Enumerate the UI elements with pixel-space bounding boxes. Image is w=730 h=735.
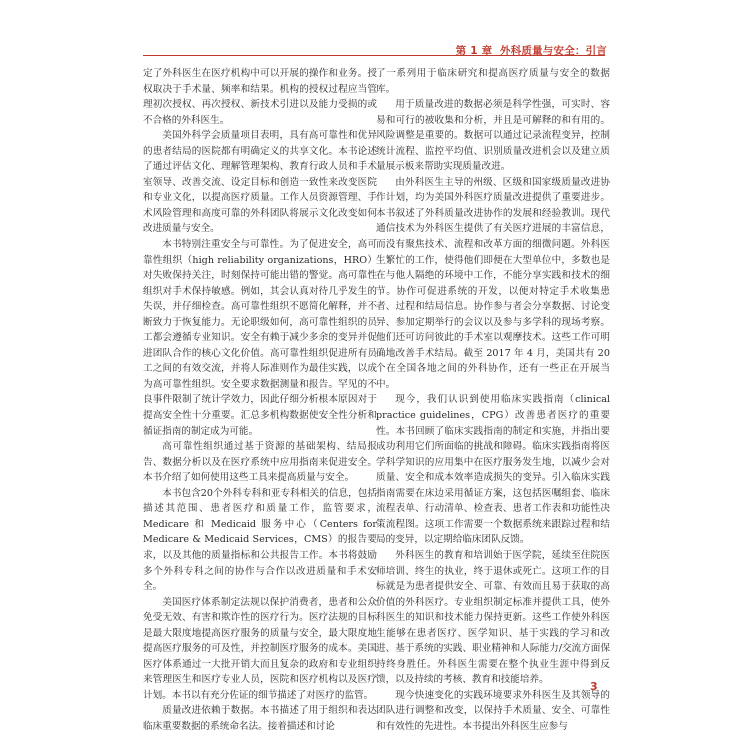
right-column: [376, 66, 610, 735]
paragraph: 由外科医生主导的州级、区级和国家级质量改进协作计划，均为美国外科医疗质量改进提供了重要进步。本书叙述了外科质量改进协作的发展和经验教训。现代通信技术为外科医生提供了有关医疗进展的丰富信息，而没有聚焦技术、流程和改革方面的细微问题。外科医生繁忙的工作，使得他们即便在大型单位中，多数也是在与他人隔绝的环境中工作，不能分享实践和技术的细节。协作可促进系统的开发，以便对特定手术收集患者、过程和结局信息。协作参与者会分享数据、讨论变异、参加定期举行的会议以及参与多学科的现场考察。他们还可访问彼此的手术室以观摩技术。这些工作可明确地改善手术结局。截至 2017 年 4 月，美国共有 20 个在全国各地之间的外科协作，还有一些正在开展当中。: [376, 176, 610, 390]
page-number: 3: [590, 680, 598, 693]
paragraph: 了一系列用于临床研究和提高医疗质量与安全的数据库。: [376, 68, 610, 95]
paragraph: 现今快速变化的实践环境要求外科医生及其领导的团队进行调整和改变，以保持手术质量、安全、可靠性和有效性的先进性。本书提出外科医生应参与: [376, 689, 610, 732]
page-header: [0, 40, 730, 62]
chapter-number: 第 1 章: [455, 45, 493, 57]
paragraph: 美国外科学会质量项目表明，具有高可靠性和优异的患者结局的医院都有明确定义的共享文化。本书论述了通过评估文化、理解管理架构、教育行政人员和手术室领导、改善交流、设定目标和创造一致性来改变医院和专业文化，以提高医疗质量。工作人员资源管理、手术风险管理和高度可靠的外科团队将展示文化改变如何改进质量与安全。: [143, 130, 377, 235]
paragraph: 本书包含20个外科专科和亚专科相关的信息，包括描述其范围、患者医疗和质量工作，监管要求，Medicare 和 Medicaid 服务中心（Centers for Medicare & Medicaid Services，CMS）的报告要求，以及其他的质量指标和公共报告工作。本书将鼓励多个外科专科之间的协作与合作以改进质量和手术安全。: [143, 487, 377, 593]
running-header: [456, 43, 607, 58]
paragraph: 用于质量改进的数据必须是科学性强，可实时、容易和可行的被收集和分析，并且是可解释的和有用的。风险调整是重要的。数据可以通过记录流程变异，控制统计流程、监控平均值、识别质量改进机会以及建立质量展示板来帮助实现质量改进。: [376, 99, 610, 173]
paragraph: 质量改进依赖于数据。本书描述了用于组织和表达临床重要数据的系统命名法。接着描述和讨论: [143, 705, 377, 732]
paragraph: 现今，我们认识到使用临床实践指南（clinical practice guidelines，CPG）改善患者医疗的重要性。本书回顾了临床实践指南的制定和实施，并指出要成功利用它们所面临的挑战和障碍。临床实践指南将医学科学知识的应用集中在医疗服务发生地，以减少会对质量、安全和成本效率造成损失的变异。引入临床实践指南需要在床边采用循证方案，这包括医嘱组套、临床流程表单、行动清单、检查表、患者工作表和功能性决策流程图。这项工作需要一个数据系统来跟踪过程和结局的变异，以定期给临床团队反馈。: [376, 394, 610, 546]
left-column: [143, 66, 377, 735]
chapter-title: 外科质量与安全：引言: [500, 45, 607, 57]
paragraph: 美国医疗体系制定法规以保护消费者，患者和公众免受无效、有害和欺诈性的医疗行为。医疗法规的目标是最大限度地提高医疗服务的质量与安全，最大限度地提高医疗服务的可及性，并控制医疗服务的成本。美国医疗体系通过一大批开销大而且复杂的政府和专业组织来管理医生和医疗专业人员，医院和医疗机构以及医疗计划。本书以有充分佐证的细节描述了对医疗的监管。: [143, 596, 377, 701]
paragraph: 高可靠性组织通过基于资源的基础架构、结局报告、数据分析以及在医疗系统中应用指南来促进安全。本书介绍了如何使用这些工具来提高质量与安全。: [143, 441, 377, 484]
paragraph: 本书特别注重安全与可靠性。为了促进安全，高可靠性组织（high reliability organizations，HRO）对失败保持关注，时刻保持可能出错的警觉。高可靠性组织对手术保持敏感。例如，其会认真对待几乎发生的失误，并仔细检查。高可靠性组织不愿简化解释，并不断致力于恢复能力。无论职级如何，高可靠性组织的员工都会遵循专业知识。安全有赖于减少多余的变异并促进团队合作的核心文化价值。高可靠性组织促进所有员工之间的有效交流，并将人际准则作为最佳实践，以成为高可靠性组织。安全要求数据测量和报告。罕见的不良事件限制了统计学效力，因此仔细分析根本原因对于提高安全性十分重要。汇总多机构数据使安全性分析和循证指南的制定成为可能。: [143, 239, 377, 437]
paragraph: 外科医生的教育和培训始于医学院，延续至住院医师培训、终生的执业，终于退休或死亡。这项工作的目标就是为患者提供安全、可靠、有效而且易于获取的高价值的外科医疗。专业组织制定标准并提供工具，使外科医生的知识和技术能力保持更新。这些工作使外科医生能够在患者医疗、医学知识、基于实践的学习和改进、基于系统的实践、职业精神和人际能力/交流方面保持终身胜任。外科医生需要在整个执业生涯中得到反馈，以及持续的考核、教育和技能培养。: [376, 549, 610, 686]
paragraph: 定了外科医生在医疗机构中可以开展的操作和业务。授权取决于手术量、频率和结果。机构的授权过程应当管理初次授权、再次授权、新技术引进以及能力受损的或不合格的外科医生。: [143, 68, 377, 126]
